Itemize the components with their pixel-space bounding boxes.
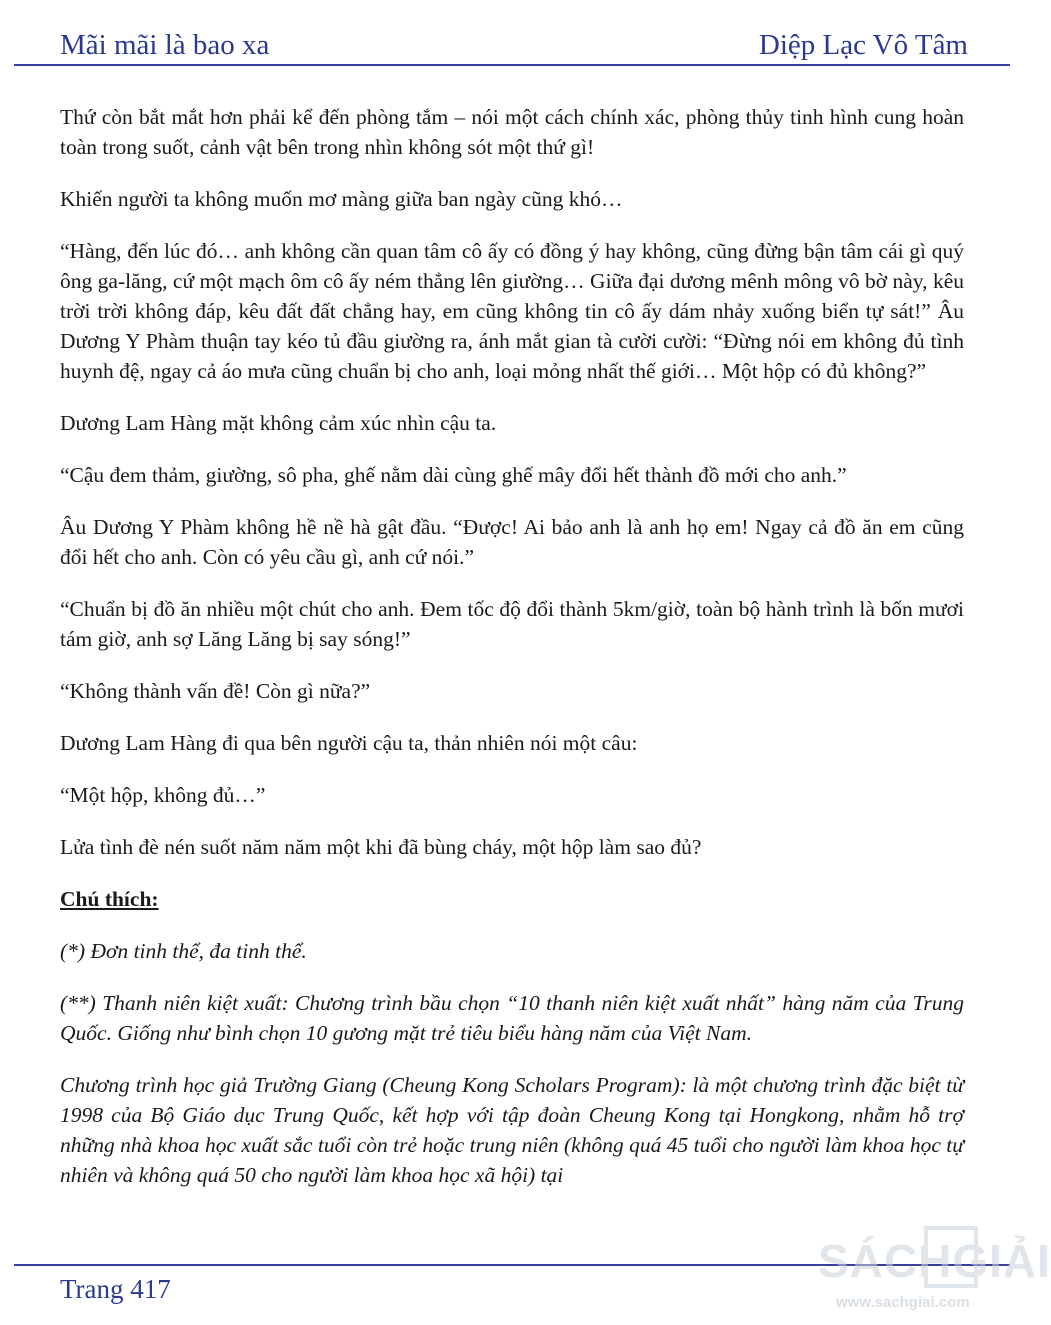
footnote: (*) Đơn tinh thể, đa tinh thể. [60, 939, 307, 963]
paragraph: Khiến người ta không muốn mơ màng giữa ban ngày cũng khó… [60, 187, 623, 211]
footnote: Chương trình học giả Trường Giang (Cheung Kong Scholars Program): là một chương trình đặc biệt từ 1998 của Bộ Giáo dục Trung Quốc, kết hợp với tập đoàn Cheung Kong tại Hongkong, nhằm hỗ trợ những nhà khoa học xuất sắc tuổi còn trẻ hoặc trung niên (không quá 45 tuổi cho người làm khoa học tự nhiên và không quá 50 cho người làm khoa học xã hội) tại [60, 1073, 964, 1187]
footnote: (**) Thanh niên kiệt xuất: Chương trình bầu chọn “10 thanh niên kiệt xuất nhất” hàng năm của Trung Quốc. Giống như bình chọn 10 gương mặt trẻ tiêu biểu hàng năm của Việt Nam. [60, 991, 964, 1045]
page-number: Trang 417 [60, 1274, 171, 1304]
header-divider [14, 64, 1010, 66]
paragraph: Lửa tình đè nén suốt năm năm một khi đã bùng cháy, một hộp làm sao đủ? [60, 835, 702, 859]
author-name: Diệp Lạc Vô Tâm [758, 29, 968, 61]
paragraph: “Chuẩn bị đồ ăn nhiều một chút cho anh. Đem tốc độ đổi thành 5km/giờ, toàn bộ hành trình là bốn mươi tám giờ, anh sợ Lăng Lăng bị say sóng!” [60, 597, 964, 651]
paragraph: “Một hộp, không đủ…” [60, 783, 266, 807]
page-body [60, 102, 964, 1212]
paragraph: “Hàng, đến lúc đó… anh không cần quan tâm cô ấy có đồng ý hay không, cũng đừng bận tâm cái gì quý ông ga-lăng, cứ một mạch ôm cô ấy ném thẳng lên giường… Giữa đại dương mênh mông vô bờ này, kêu trời trời không đáp, kêu đất đất chẳng hay, em cũng không tin cô ấy dám nhảy xuống biển tự sát!” Âu Dương Y Phàm thuận tay kéo tủ đầu giường ra, ánh mắt gian tà cười cười: “Đừng nói em không đủ tình huynh đệ, ngay cả áo mưa cũng chuẩn bị cho anh, loại mỏng nhất thế giới… Một hộp có đủ không?” [60, 239, 964, 383]
paragraph: “Không thành vấn đề! Còn gì nữa?” [60, 679, 371, 703]
paragraph: “Cậu đem thảm, giường, sô pha, ghế nằm dài cùng ghế mây đổi hết thành đồ mới cho anh.” [60, 463, 847, 487]
watermark-logo: SÁCHGIẢI [818, 1235, 1051, 1287]
paragraph: Âu Dương Y Phàm không hề nề hà gật đầu. “Được! Ai bảo anh là anh họ em! Ngay cả đồ ăn em cũng đổi hết cho anh. Còn có yêu cầu gì, anh cứ nói.” [60, 515, 964, 569]
watermark [818, 1226, 1051, 1325]
notes-title: Chú thích: [60, 887, 159, 911]
page-header [60, 22, 968, 62]
notes-heading [60, 884, 964, 914]
paragraph: Dương Lam Hàng đi qua bên người cậu ta, thản nhiên nói một câu: [60, 731, 638, 755]
watermark-url: www.sachgiai.com [836, 1294, 970, 1311]
paragraph: Dương Lam Hàng mặt không cảm xúc nhìn cậu ta. [60, 411, 497, 435]
paragraph: Thứ còn bắt mắt hơn phải kể đến phòng tắm – nói một cách chính xác, phòng thủy tinh hình cung hoàn toàn trong suốt, cảnh vật bên trong nhìn không sót một thứ gì! [60, 105, 964, 159]
book-title: Mãi mãi là bao xa [60, 29, 270, 61]
